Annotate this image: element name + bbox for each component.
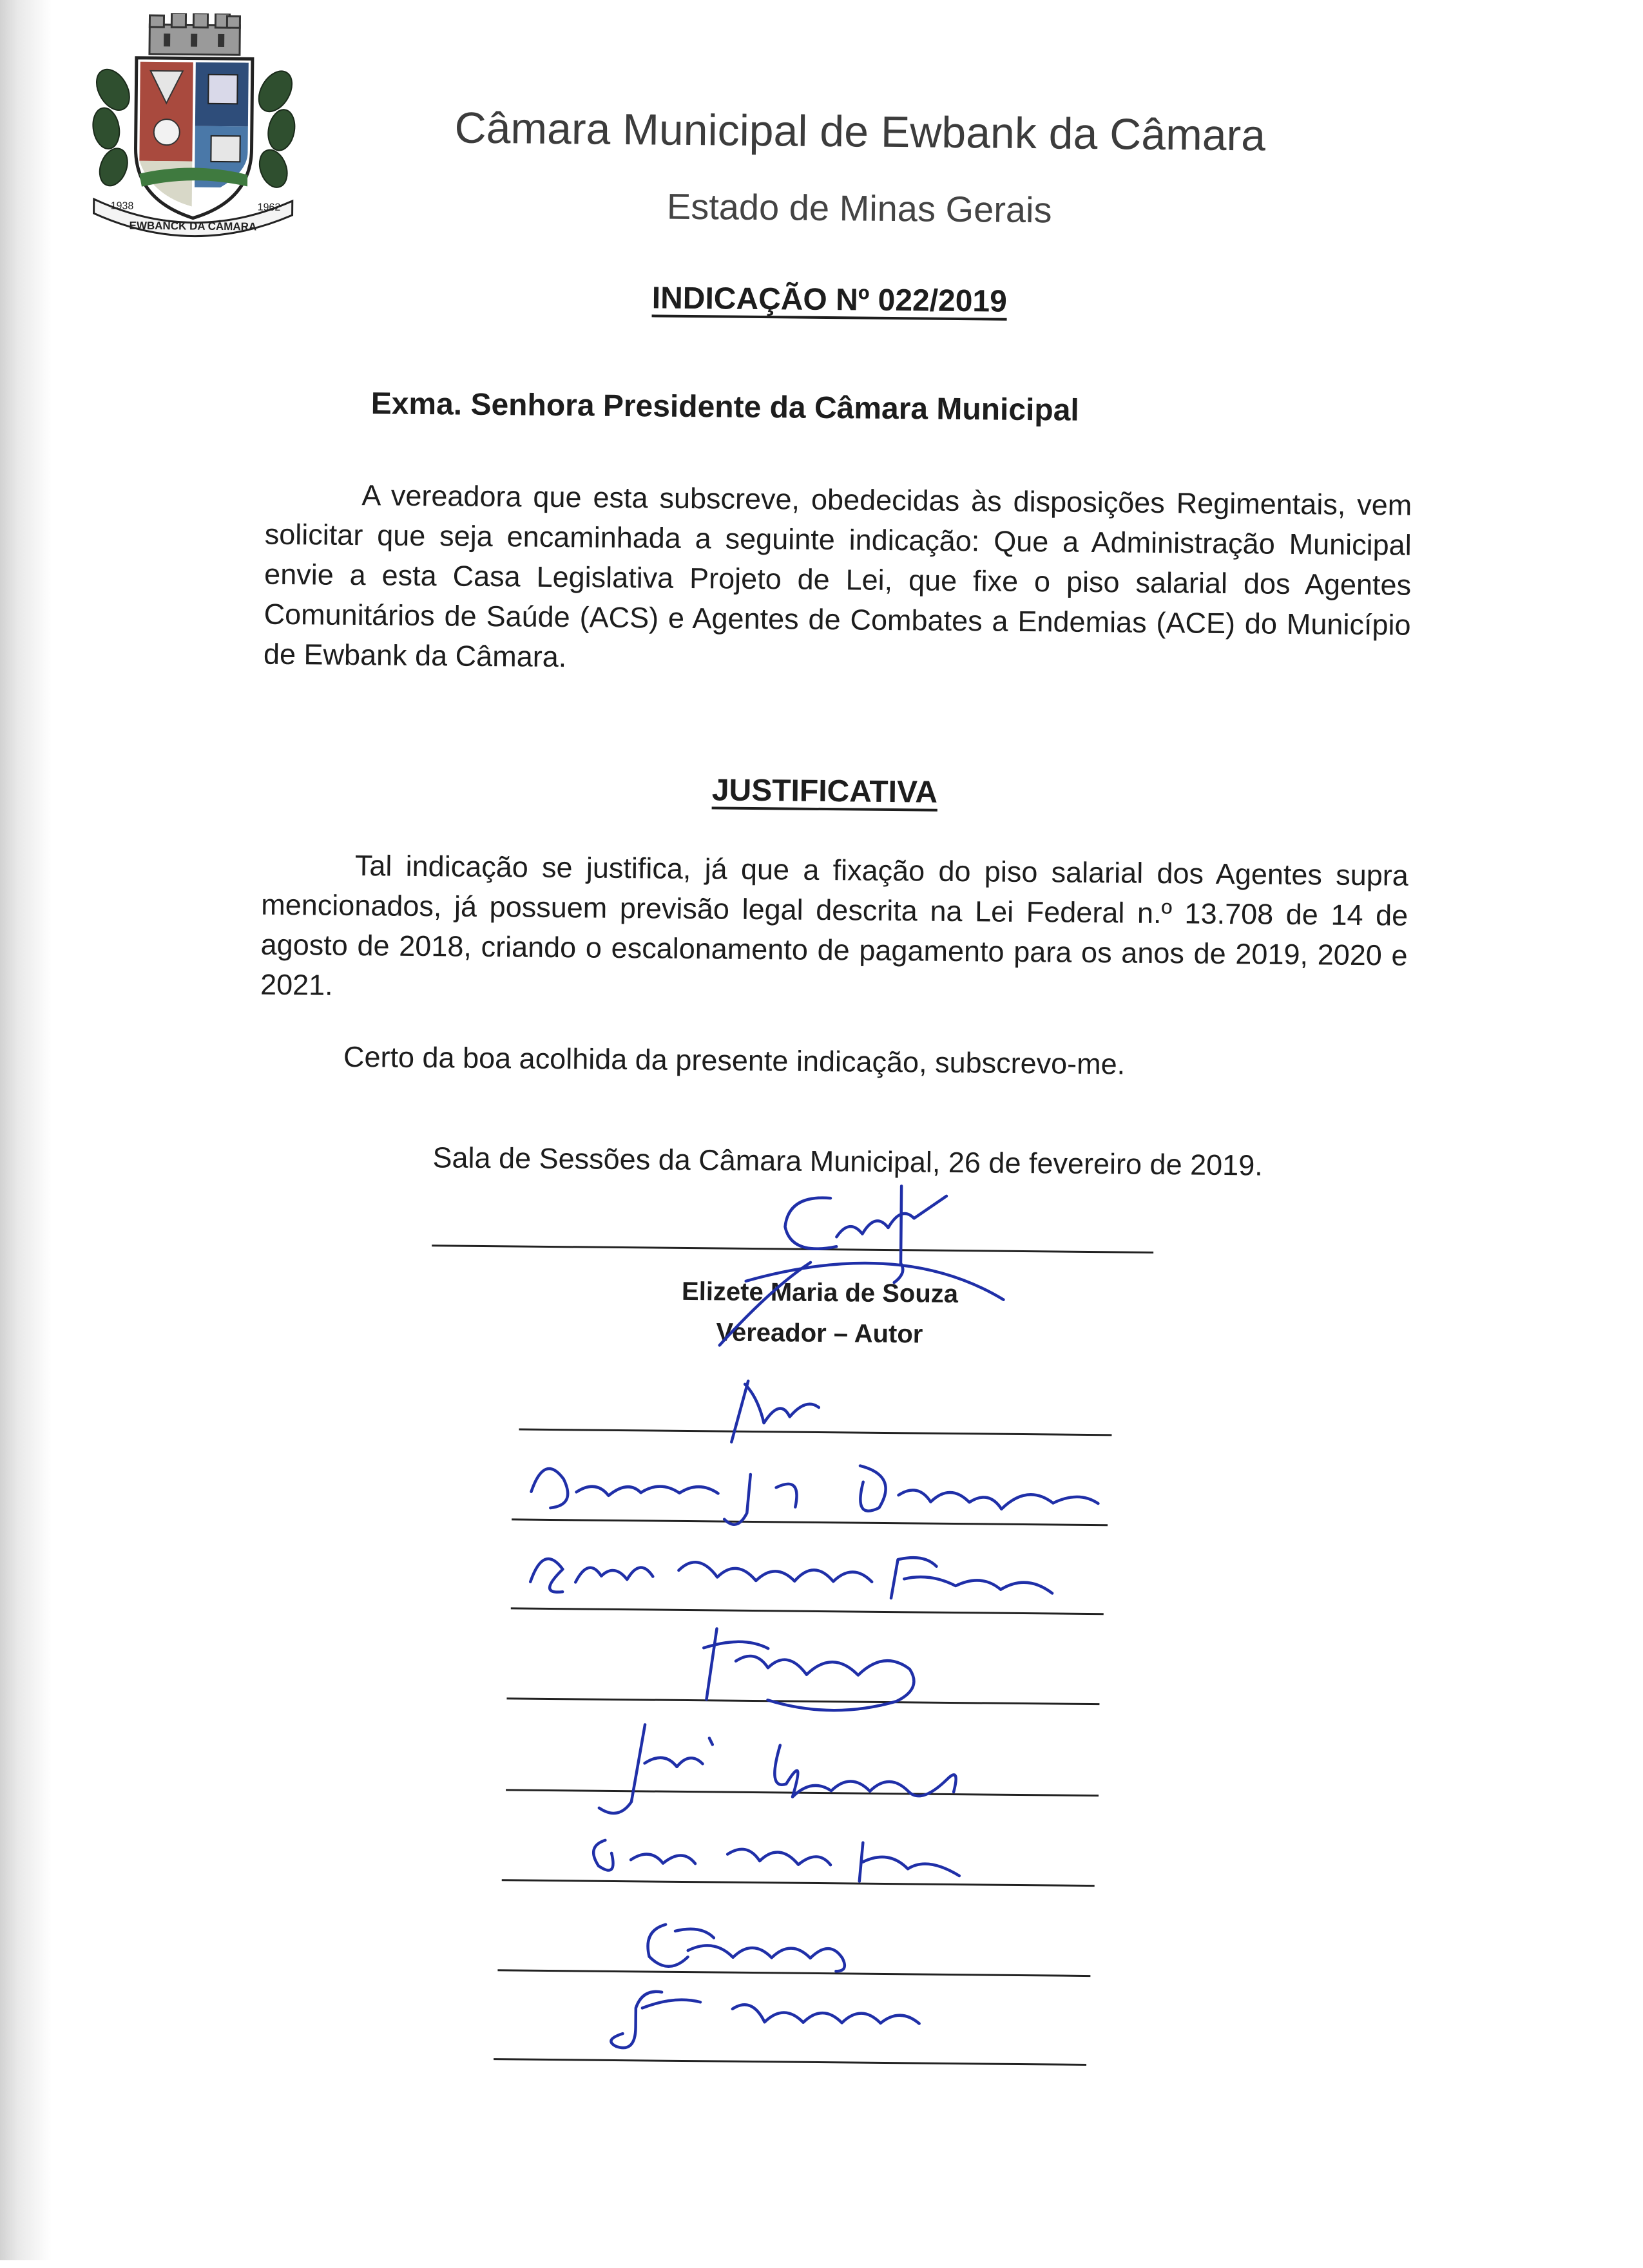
crest-ribbon-text: EWBANCK DA CÂMARA (129, 219, 257, 233)
place-and-date: Sala de Sessões da Câmara Municipal, 26 de fevereiro de 2019. (432, 1141, 1263, 1182)
signature-line-9 (494, 2058, 1086, 2066)
author-role: Vereador – Autor (716, 1318, 923, 1349)
signature-6 (599, 1724, 957, 1816)
signature-3 (531, 1463, 1099, 1528)
salutation: Exma. Senhora Presidente da Câmara Municipal (370, 386, 1080, 428)
signature-line-6 (506, 1789, 1099, 1796)
state-name: Estado de Minas Gerais (666, 186, 1052, 231)
justification-heading: JUSTIFICATIVA (711, 773, 938, 810)
signature-line-5 (506, 1697, 1099, 1705)
signature-line-3 (512, 1518, 1108, 1526)
author-name: Elizete Maria de Souza (681, 1277, 959, 1309)
signature-8 (648, 1924, 845, 1971)
signature-line-2 (519, 1429, 1111, 1436)
signature-2 (731, 1381, 819, 1443)
justification-paragraph: Tal indicação se justifica, já que a fixação do piso salarial dos Agentes supra mencionados, já possuem previsão legal descrita na Lei Federal n.º 13.708 de 14 de agosto de 2018, criando o escalonamento de pagamento para os anos de 2019, 2020 e 2021. (260, 849, 1409, 1002)
crest-year-right: 1962 (257, 202, 281, 213)
council-name: Câmara Municipal de Ewbank da Câmara (454, 103, 1266, 160)
document-number: INDICAÇÃO Nº 022/2019 (651, 281, 1008, 319)
signature-4 (530, 1554, 1053, 1599)
signature-7 (593, 1840, 960, 1882)
signature-5 (703, 1628, 914, 1711)
crest-year-left: 1938 (110, 200, 134, 212)
signature-line-4 (511, 1607, 1104, 1615)
body-paragraph: A vereadora que esta subscreve, obedecidas às disposições Regimentais, vem solicitar que seja encaminhada a seguinte indicação: Que a Administração Municipal envie a esta Casa Legislativa Projeto de Lei, que fixe o piso salarial dos Agentes Comunitários de Saúde (ACS) e Agentes de Combates a Endemias (ACE) do Município de Ewbank da Câmara. (263, 479, 1412, 674)
closing-text: Certo da boa acolhida da presente indicação, subscrevo-me. (343, 1040, 1126, 1081)
signature-line-8 (497, 1969, 1090, 1977)
signature-line-7 (502, 1879, 1095, 1887)
signature-9 (611, 1991, 919, 2050)
signature-line-author (432, 1244, 1153, 1253)
